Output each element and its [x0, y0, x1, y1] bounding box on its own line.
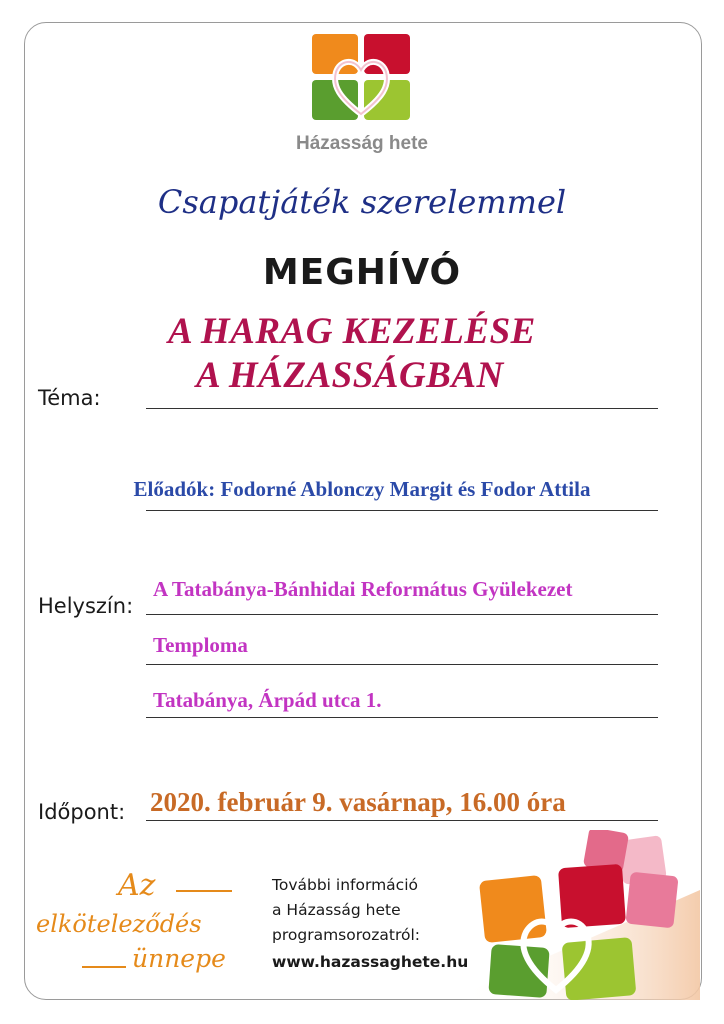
topic-line-2: A HÁZASSÁGBAN	[196, 355, 504, 396]
tagline-word-1: Az	[118, 868, 156, 903]
topic-label: Téma:	[38, 386, 101, 410]
event-datetime: 2020. február 9. vasárnap, 16.00 óra	[150, 787, 566, 817]
time-underline	[146, 820, 658, 821]
time-label: Időpont:	[38, 800, 126, 824]
tagline-dash-top	[176, 890, 232, 892]
venue-line-1: A Tatabánya-Bánhidai Református Gyülekezet	[153, 577, 573, 601]
tagline-dash-bottom	[82, 966, 126, 968]
info-line-1: További információ	[272, 876, 418, 894]
page-title: MEGHÍVÓ	[262, 252, 462, 293]
hazassag-hete-logo-icon	[312, 34, 410, 120]
tagline-word-2: elköteleződés	[36, 910, 202, 938]
website-link[interactable]: www.hazassaghete.hu	[272, 953, 469, 971]
info-line-3: programsorozatról:	[272, 926, 420, 944]
venue-line-3: Tatabánya, Árpád utca 1.	[153, 688, 382, 712]
speakers-text: Előadók: Fodorné Ablonczy Margit és Fodor Attila	[133, 477, 591, 501]
venue-label: Helyszín:	[38, 594, 134, 618]
tagline-word-3: ünnepe	[132, 944, 226, 973]
brand-name: Házasság hete	[295, 133, 428, 154]
venue-line-2: Temploma	[153, 633, 248, 657]
venue-underline-1	[146, 614, 658, 615]
topic-line-1: A HARAG KEZELÉSE	[168, 311, 536, 352]
slogan: Csapatjáték szerelemmel	[157, 183, 567, 221]
decorative-blocks-icon	[460, 830, 700, 1000]
info-line-2: a Házasság hete	[272, 901, 401, 919]
topic-underline	[146, 408, 658, 409]
speakers-underline	[146, 510, 658, 511]
venue-underline-2	[146, 664, 658, 665]
venue-underline-3	[146, 717, 658, 718]
